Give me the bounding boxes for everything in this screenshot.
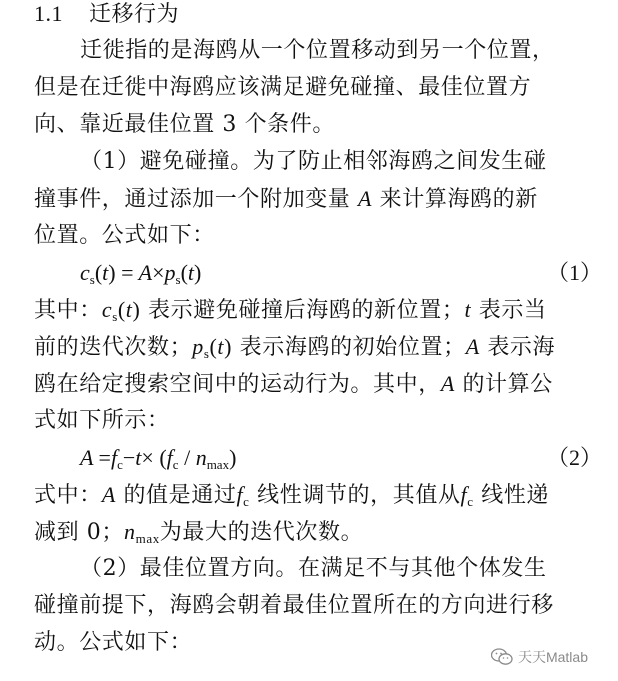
paragraph-3-line-2	[34, 333, 606, 362]
paragraph-1-line-2: 但是在迁徙中海鸥应该满足避免碰撞、最佳位置方	[34, 75, 532, 100]
variable-A: A	[465, 334, 480, 359]
text-run: 其中：	[34, 298, 102, 323]
paragraph-4-line-2	[34, 518, 606, 547]
paragraph-2-line-2	[34, 185, 606, 214]
paragraph-3-line-1	[34, 296, 606, 325]
watermark	[491, 647, 588, 667]
text-run: 表示海鸥的初始位置；	[232, 335, 466, 360]
equation-1-number: （1）	[546, 260, 602, 285]
watermark-text: 天天Matlab	[517, 649, 588, 665]
paragraph-1-line-3: 向、靠近最佳位置 3 个条件。	[34, 112, 335, 137]
paragraph-2-line-3: 位置。公式如下：	[34, 223, 215, 248]
text-run: 表示海	[479, 335, 556, 360]
symbol-ps-t: $p_s(t)$	[192, 334, 233, 361]
text-run: 鸥在给定搜索空间中的运动行为。其中，	[34, 372, 441, 397]
paragraph-2-line-1: （1）避免碰撞。为了防止相邻海鸥之间发生碰	[80, 149, 547, 174]
equation-1-body: $c_s(t) = A\times p_s(t)$	[80, 260, 202, 287]
symbol-fc: $f_c$	[236, 482, 250, 509]
equation-2	[80, 444, 602, 473]
paragraph-5-line-1: （2）最佳位置方向。在满足不与其他个体发生	[80, 556, 547, 581]
text-run: 的值是通过	[115, 483, 237, 508]
variable-t: t	[464, 297, 472, 322]
equation-2-body: $A =f_c-t\times (f_c / n_{max})$	[80, 445, 237, 472]
section-heading	[34, 0, 606, 29]
text-run: 来计算海鸥的新	[372, 187, 538, 212]
text-run: 为最大的迭代次数。	[159, 520, 364, 545]
variable-A: A	[440, 371, 455, 396]
section-title: 迁移行为	[89, 2, 180, 27]
variable-A: A	[358, 186, 373, 211]
symbol-fc: $f_c$	[460, 482, 474, 509]
text-run: 减到 0；	[34, 520, 124, 545]
text-run: 线性递	[473, 483, 550, 508]
paragraph-1-line-1: 迁徙指的是海鸥从一个位置移动到另一个位置，	[80, 38, 555, 63]
text-run: 表示当	[471, 298, 547, 323]
paragraph-3-line-3	[34, 370, 606, 399]
text-run: 线性调节的，其值从	[249, 483, 461, 508]
section-number: 1.1	[34, 1, 63, 26]
equation-2-number: （2）	[546, 445, 602, 470]
text-run: 表示避免碰撞后海鸥的新位置；	[140, 298, 465, 323]
paragraph-4-line-1	[34, 481, 606, 510]
wechat-icon	[491, 648, 513, 666]
paragraph-5-line-2: 碰撞前提下，海鸥会朝着最佳位置所在的方向进行移	[34, 593, 554, 618]
paragraph-3-line-4: 式如下所示：	[34, 408, 170, 433]
text-run: 的计算公	[454, 372, 553, 397]
text-run: 式中：	[34, 483, 102, 508]
equation-1	[80, 259, 602, 288]
symbol-nmax: $n_{max}$	[124, 519, 160, 546]
text-run: 撞事件，通过添加一个附加变量	[34, 187, 358, 212]
symbol-cs-t: $c_s(t)$	[101, 297, 141, 324]
variable-A: A	[101, 482, 116, 507]
text-run: 前的迭代次数；	[34, 335, 193, 360]
paragraph-5-line-3: 动。公式如下：	[34, 630, 193, 655]
